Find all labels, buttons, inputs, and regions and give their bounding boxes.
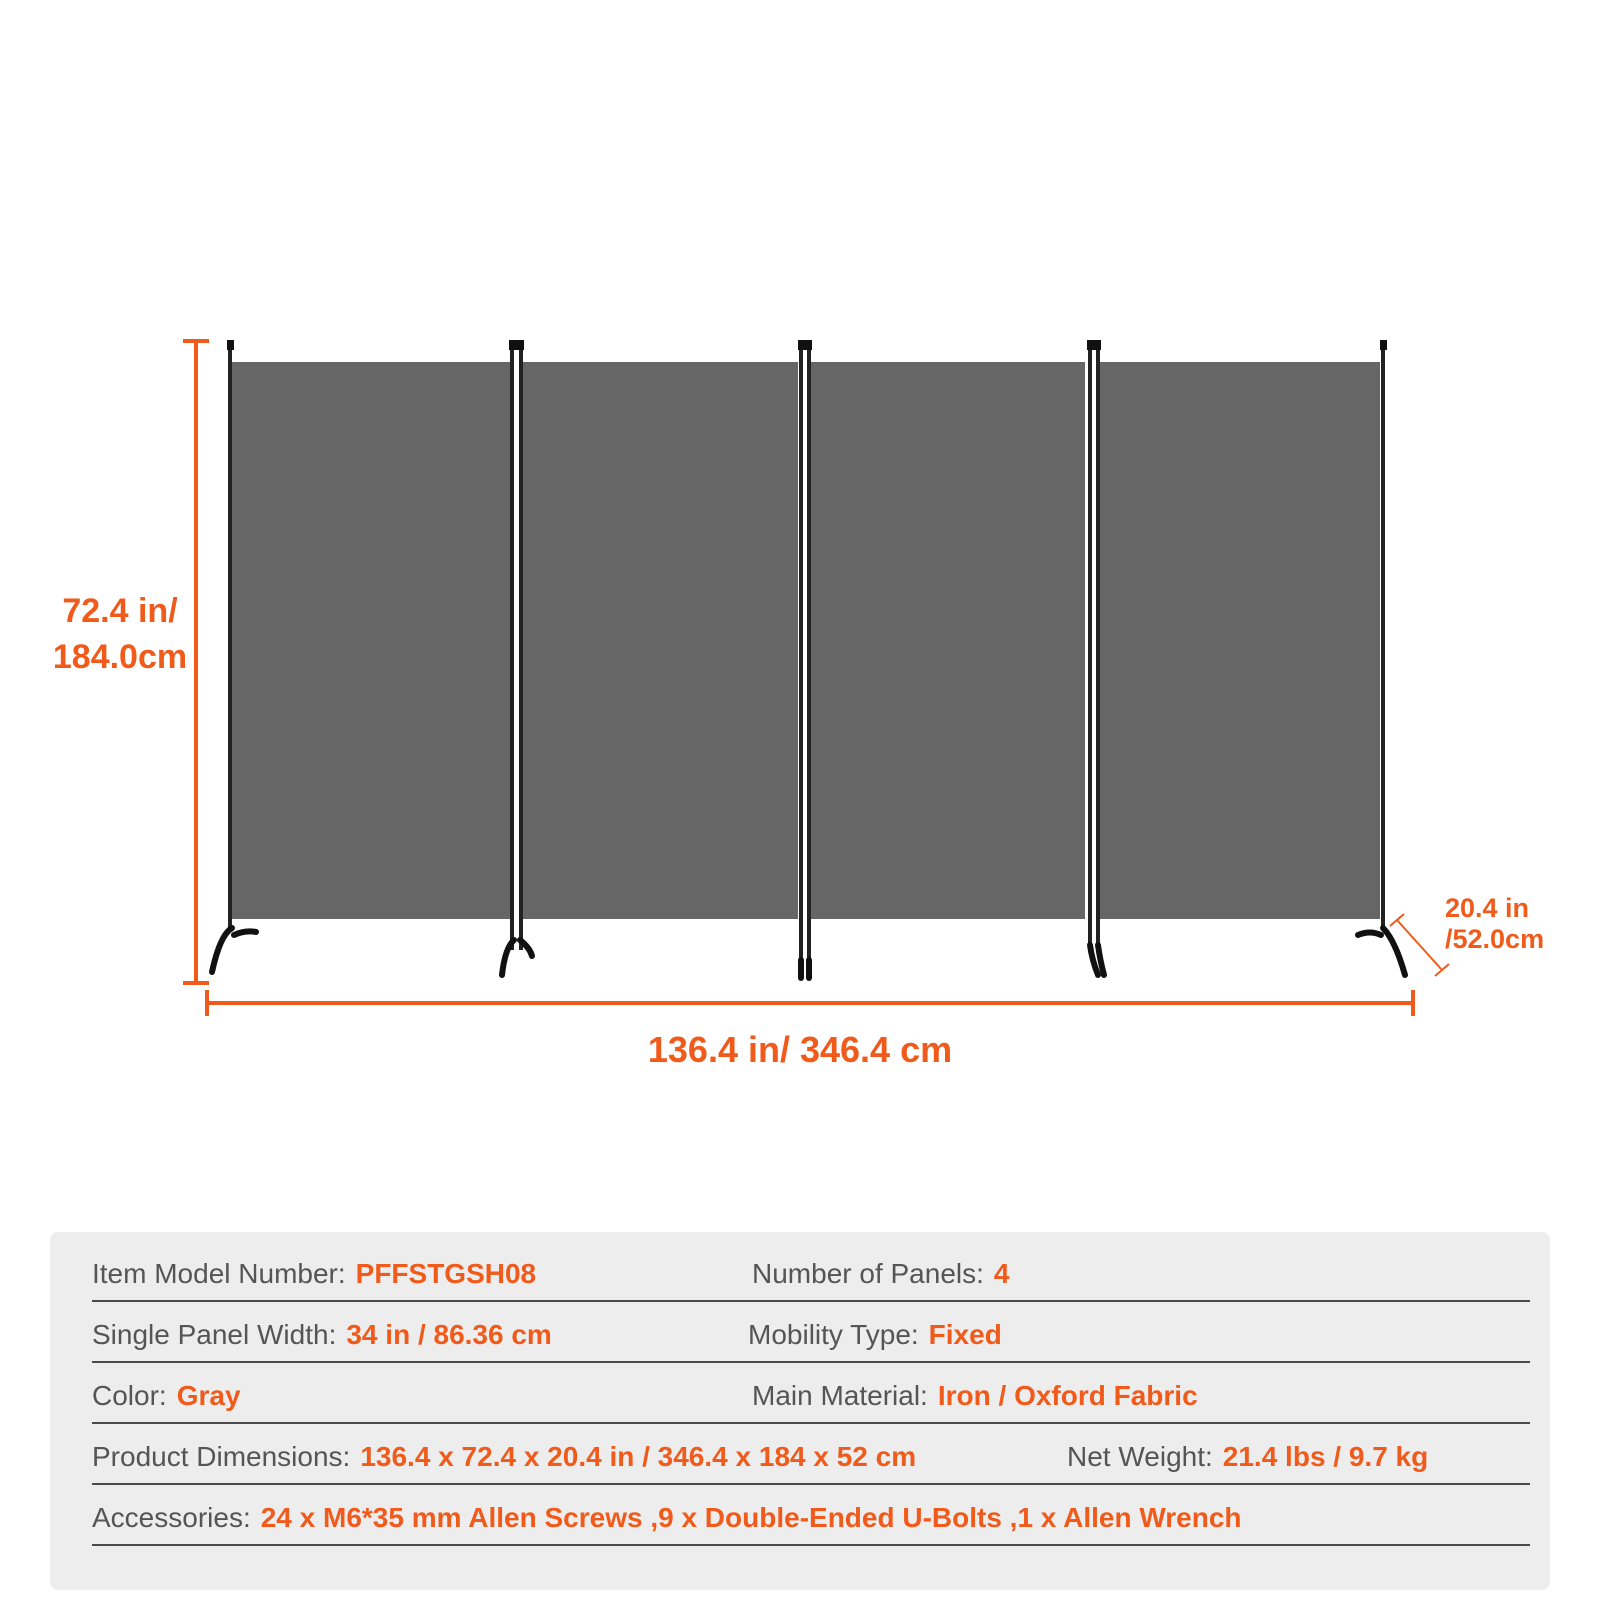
spec-material [752,1380,1198,1412]
fabric-panel-1 [232,362,512,919]
spec-label: Product Dimensions: [92,1441,351,1472]
width-dimension-line [207,990,1413,1016]
fabric-panel-3 [810,362,1085,919]
spec-label: Net Weight: [1067,1441,1213,1472]
spec-label: Item Model Number: [92,1258,346,1289]
spec-label: Single Panel Width: [92,1319,337,1350]
spec-value: 34 in / 86.36 cm [346,1319,552,1350]
depth-inches: 20.4 in [1445,893,1530,923]
height-centimeters: 184.0cm [52,638,188,676]
spec-label: Color: [92,1380,167,1411]
spec-mobility [748,1319,1002,1351]
spec-model [92,1258,536,1290]
spec-value: 24 x M6*35 mm Allen Screws ,9 x Double-Ended U-Bolts ,1 x Allen Wrench [260,1502,1242,1533]
spec-value: 4 [993,1258,1010,1289]
depth-dimension-label [1445,893,1544,955]
spec-row [92,1423,1530,1485]
fabric-panel-2 [523,362,798,919]
fabric-panel-4 [1098,362,1380,919]
spec-table [50,1232,1550,1590]
spec-label: Accessories: [92,1502,251,1533]
spec-value: PFFSTGSH08 [355,1258,537,1289]
width-dimension-label: 136.4 in/ 346.4 cm [647,1029,953,1070]
spec-row [92,1484,1530,1546]
spec-panel-width [92,1319,552,1351]
spec-dimensions [92,1441,916,1473]
foot [502,940,514,975]
spec-weight [1067,1441,1428,1473]
foot [234,931,256,935]
spec-value: 136.4 x 72.4 x 20.4 in / 346.4 x 184 x 52 cm [360,1441,917,1472]
post-caps [227,340,1387,350]
depth-centimeters: /52.0cm [1445,924,1545,954]
spec-value: Gray [176,1380,241,1411]
spec-label: Mobility Type: [748,1319,919,1350]
spec-label: Main Material: [752,1380,928,1411]
height-dimension-label [40,588,200,680]
spec-color [92,1380,241,1412]
spec-value: Iron / Oxford Fabric [937,1380,1198,1411]
spec-row [92,1240,1530,1302]
spec-accessories [92,1502,1242,1534]
foot [1358,933,1381,936]
spec-value: 21.4 lbs / 9.7 kg [1222,1441,1429,1472]
depth-dimension-line [1390,914,1449,976]
spec-panels [752,1258,1009,1290]
foot [212,928,232,972]
fabric-panels [232,362,1380,919]
spec-label: Number of Panels: [752,1258,984,1289]
spec-row [92,1301,1530,1363]
height-inches: 72.4 in/ [62,592,178,630]
foot [1383,928,1405,975]
spec-row [92,1362,1530,1424]
spec-value: Fixed [928,1319,1002,1350]
